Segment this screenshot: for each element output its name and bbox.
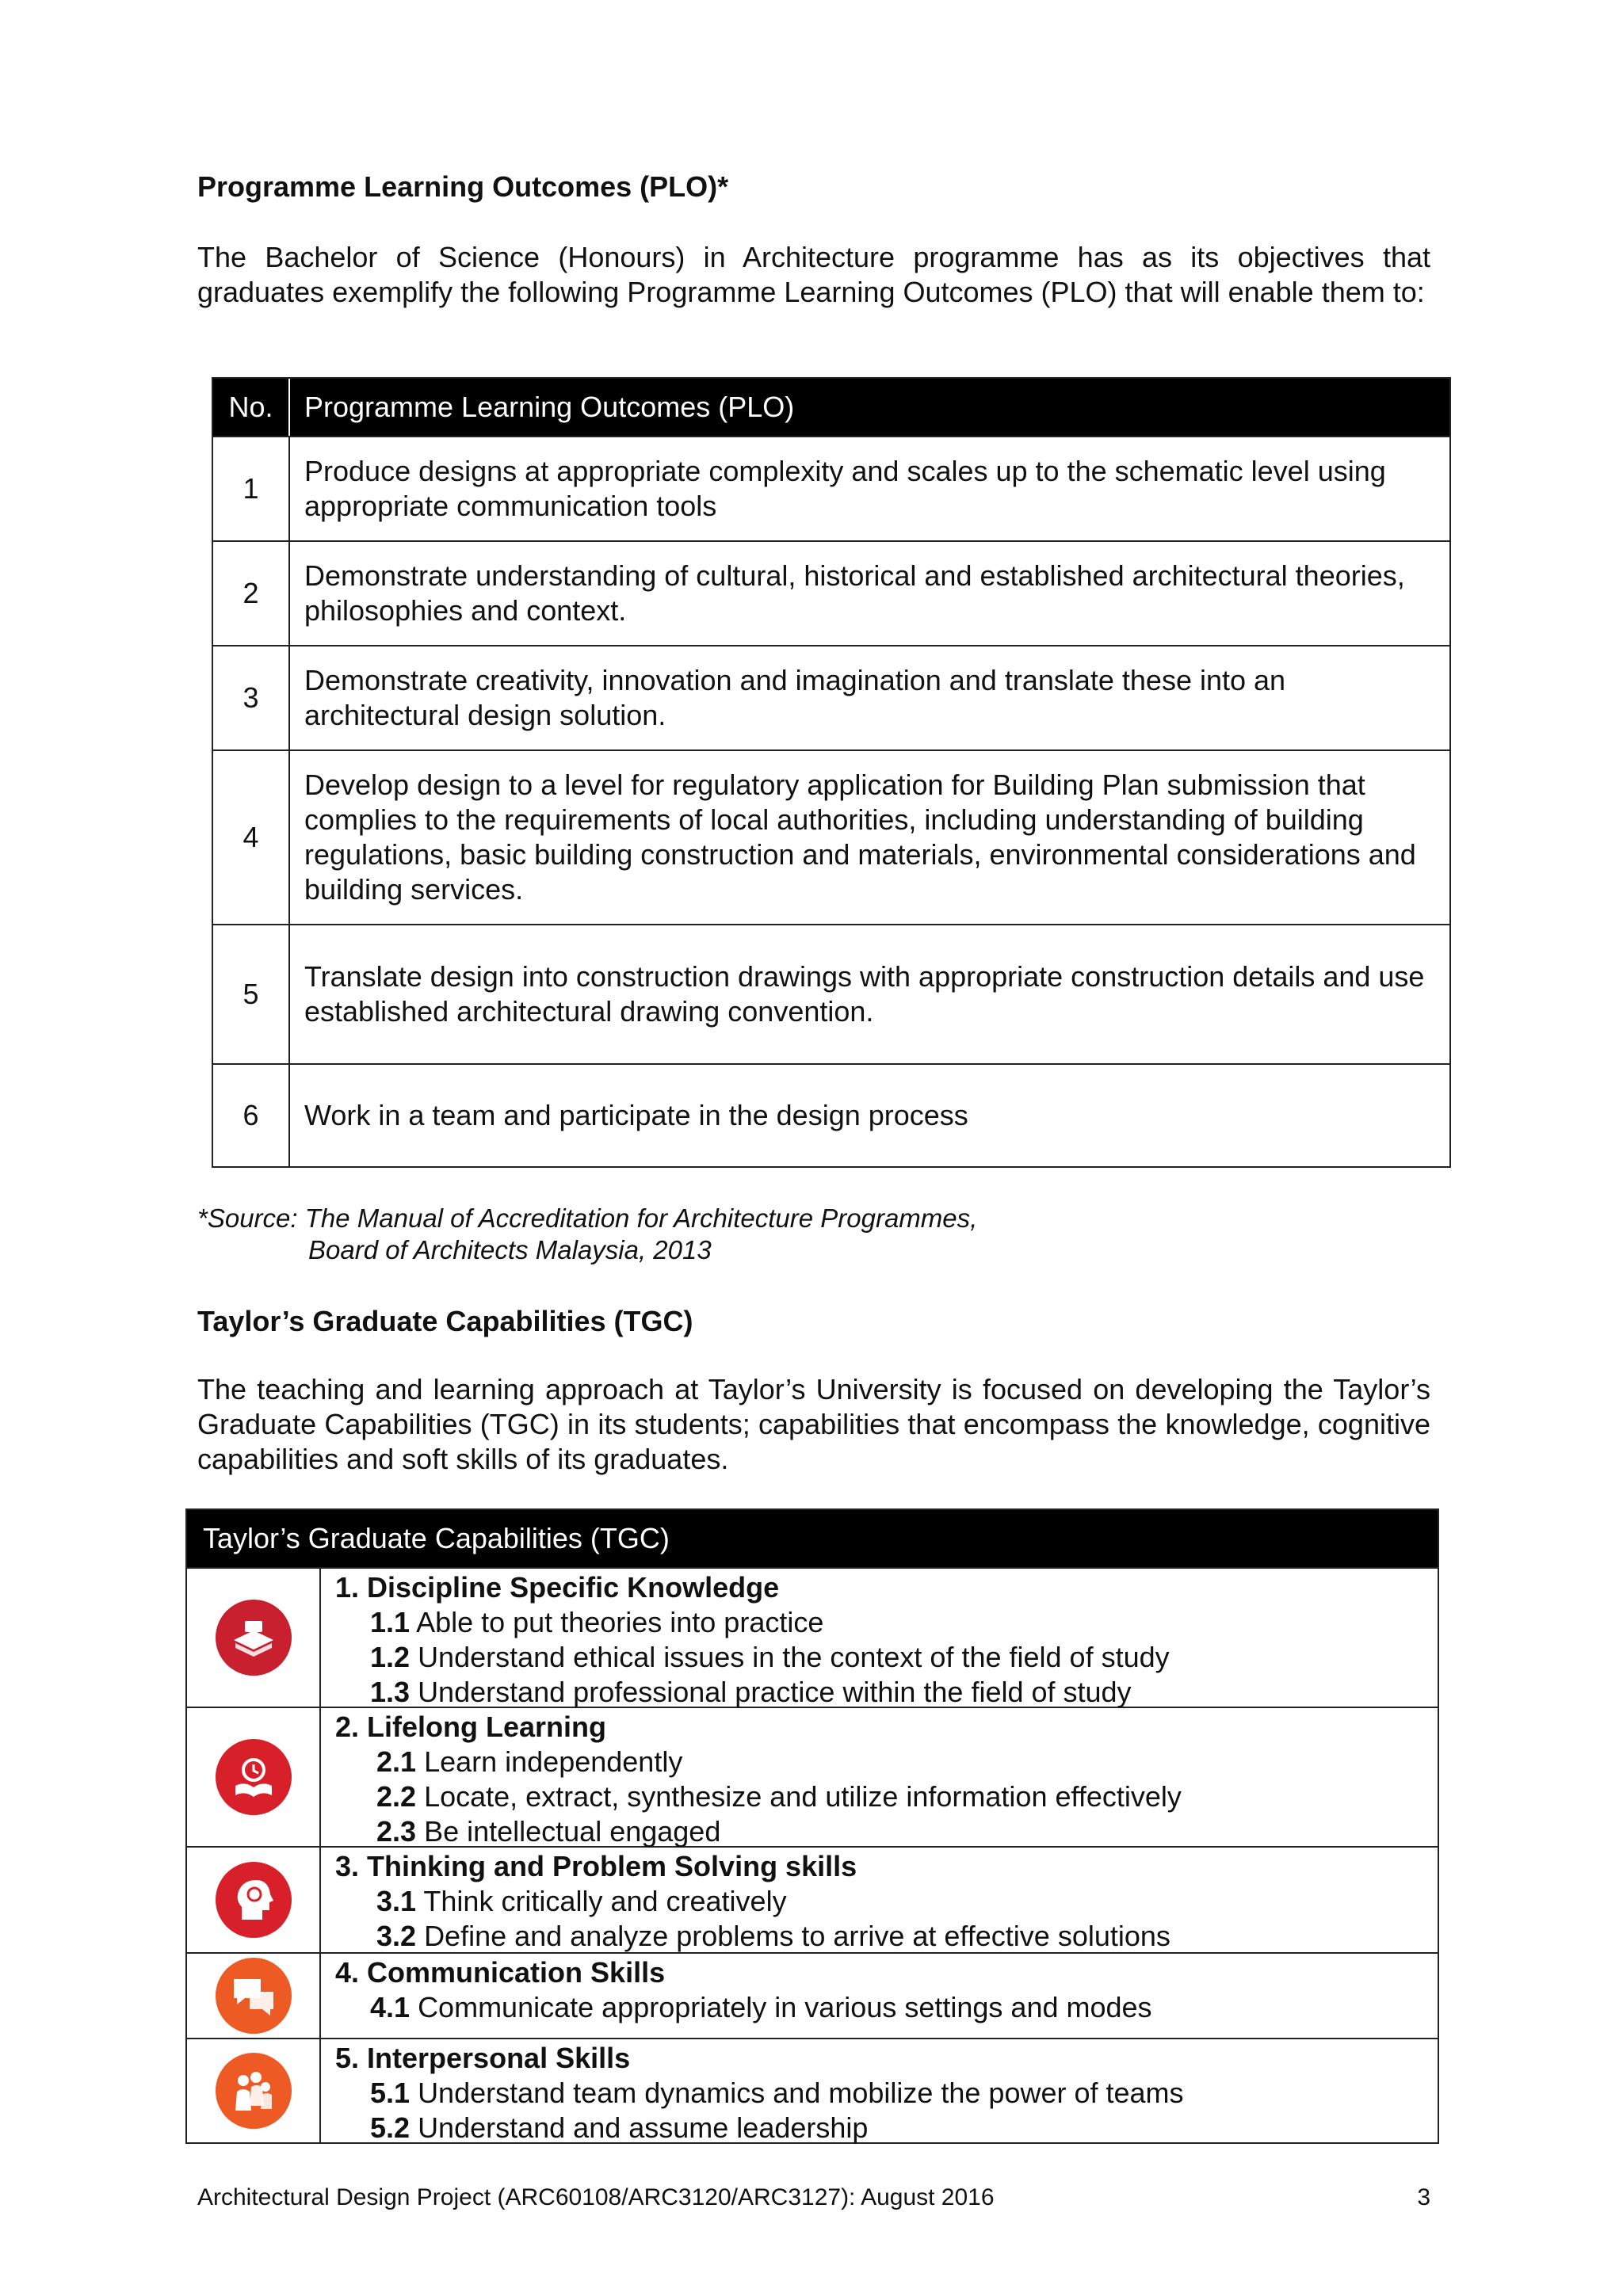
book-icon (216, 1600, 292, 1676)
list-item (335, 1884, 1438, 1919)
plo-text: Demonstrate creativity, innovation and imagination and translate these into an architectural design solution. (304, 664, 1286, 731)
tgc-capability-title: 3. Thinking and Problem Solving skills (335, 1850, 857, 1882)
tgc-heading: Taylor’s Graduate Capabilities (TGC) (197, 1305, 693, 1337)
list-item (335, 1640, 1438, 1675)
table-row (213, 749, 1449, 924)
item-text: Be intellectual engaged (424, 1815, 721, 1848)
tgc-text-cell (321, 1848, 1438, 1952)
plo-number: 5 (213, 925, 290, 1063)
item-text: Think critically and creatively (423, 1885, 787, 1917)
tgc-icon-cell (187, 1954, 321, 2038)
speech-bubbles-icon (216, 1958, 292, 2034)
tgc-icon-cell (187, 2039, 321, 2142)
item-text: Define and analyze problems to arrive at effective solutions (424, 1920, 1170, 1952)
plo-text: Demonstrate understanding of cultural, historical and established architectural theories, philosophies and context. (304, 559, 1405, 627)
plo-number: 3 (213, 646, 290, 749)
plo-heading: Programme Learning Outcomes (PLO)* (197, 170, 729, 203)
table-row (213, 540, 1449, 645)
tgc-text-cell (321, 1708, 1438, 1846)
tgc-capability-title: 1. Discipline Specific Knowledge (335, 1571, 780, 1604)
table-row (187, 1952, 1438, 2038)
item-number: 3.2 (376, 1920, 417, 1952)
item-number: 2.2 (376, 1780, 417, 1813)
list-item (335, 1990, 1438, 2025)
tgc-text-cell (321, 1954, 1438, 2038)
table-row (213, 1063, 1449, 1166)
plo-text: Work in a team and participate in the design process (304, 1099, 968, 1131)
head-thinking-icon (216, 1862, 292, 1938)
plo-text: Produce designs at appropriate complexity and scales up to the schematic level using appropriate communication tools (304, 455, 1386, 522)
item-text: Understand and assume leadership (418, 2111, 869, 2144)
item-text: Understand team dynamics and mobilize the power of teams (418, 2077, 1184, 2109)
source-note-cont: Board of Architects Malaysia, 2013 (308, 1235, 712, 1264)
item-text: Understand ethical issues in the context of the field of study (418, 1641, 1170, 1673)
list-item (335, 1814, 1438, 1849)
item-text: Learn independently (424, 1745, 683, 1778)
list-item (335, 1919, 1438, 1954)
tgc-icon-cell (187, 1848, 321, 1952)
item-number: 2.1 (376, 1745, 417, 1778)
list-item (335, 1605, 1438, 1640)
item-text: Locate, extract, synthesize and utilize information effectively (424, 1780, 1182, 1813)
table-row (187, 1846, 1438, 1952)
tgc-capability-title: 2. Lifelong Learning (335, 1711, 607, 1743)
footer-course: Architectural Design Project (ARC60108/ARC3120/ARC3127): August 2016 (197, 2184, 995, 2210)
item-number: 1.2 (370, 1641, 411, 1673)
table-row (187, 2038, 1438, 2142)
tgc-intro: The teaching and learning approach at Taylor’s University is focused on developing the Taylor’s Graduate Capabilities (TGC) in its students; capabilities that encompass the knowledge, cognitive capabilities and soft skills of its graduates. (197, 1373, 1430, 1475)
item-number: 2.3 (376, 1815, 417, 1848)
plo-text: Develop design to a level for regulatory application for Building Plan submission that complies to the requirements of local authorities, including understanding of building regulations, basic building construction and materials, environmental considerations and building services. (304, 769, 1416, 906)
item-number: 1.3 (370, 1676, 411, 1708)
plo-number: 1 (213, 437, 290, 540)
plo-text: Translate design into construction drawings with appropriate construction details and use established architectural drawing convention. (304, 960, 1425, 1028)
page-footer (197, 2184, 1430, 2211)
tgc-icon-cell (187, 1708, 321, 1846)
table-row (187, 1567, 1438, 1707)
tgc-icon-cell (187, 1569, 321, 1707)
plo-col-outcome: Programme Learning Outcomes (PLO) (304, 391, 795, 423)
plo-number: 2 (213, 542, 290, 645)
tgc-table-header: Taylor’s Graduate Capabilities (TGC) (187, 1510, 1438, 1567)
plo-table-header (213, 379, 1449, 436)
page-number: 3 (1417, 2184, 1430, 2210)
table-row (213, 436, 1449, 540)
plo-number: 4 (213, 751, 290, 924)
list-item (335, 1675, 1438, 1710)
item-text: Communicate appropriately in various settings and modes (418, 1991, 1152, 2023)
plo-intro: The Bachelor of Science (Honours) in Architecture programme has as its objectives that graduates exemplify the following Programme Learning Outcomes (PLO) that will enable them to: (197, 241, 1430, 308)
tgc-text-cell (321, 2039, 1438, 2142)
list-item (335, 1779, 1438, 1814)
item-text: Able to put theories into practice (416, 1606, 824, 1638)
list-item (335, 2076, 1438, 2111)
plo-col-no: No. (213, 379, 290, 436)
tgc-capability-title: 4. Communication Skills (335, 1956, 666, 1989)
item-number: 1.1 (370, 1606, 411, 1638)
plo-table (212, 377, 1451, 1168)
item-number: 4.1 (370, 1991, 411, 2023)
table-row (213, 924, 1449, 1063)
item-number: 5.1 (370, 2077, 411, 2109)
plo-number: 6 (213, 1065, 290, 1166)
table-row (213, 645, 1449, 749)
item-text: Understand professional practice within the field of study (418, 1676, 1132, 1708)
list-item (335, 1745, 1438, 1779)
people-group-icon (216, 2053, 292, 2129)
table-row (187, 1707, 1438, 1846)
clock-book-icon (216, 1739, 292, 1815)
source-note: *Source: The Manual of Accreditation for Architecture Programmes, (197, 1203, 978, 1233)
tgc-text-cell (321, 1569, 1438, 1707)
list-item (335, 2111, 1438, 2145)
tgc-capability-title: 5. Interpersonal Skills (335, 2042, 631, 2074)
item-number: 3.1 (376, 1885, 417, 1917)
item-number: 5.2 (370, 2111, 411, 2144)
tgc-table (185, 1508, 1439, 2144)
